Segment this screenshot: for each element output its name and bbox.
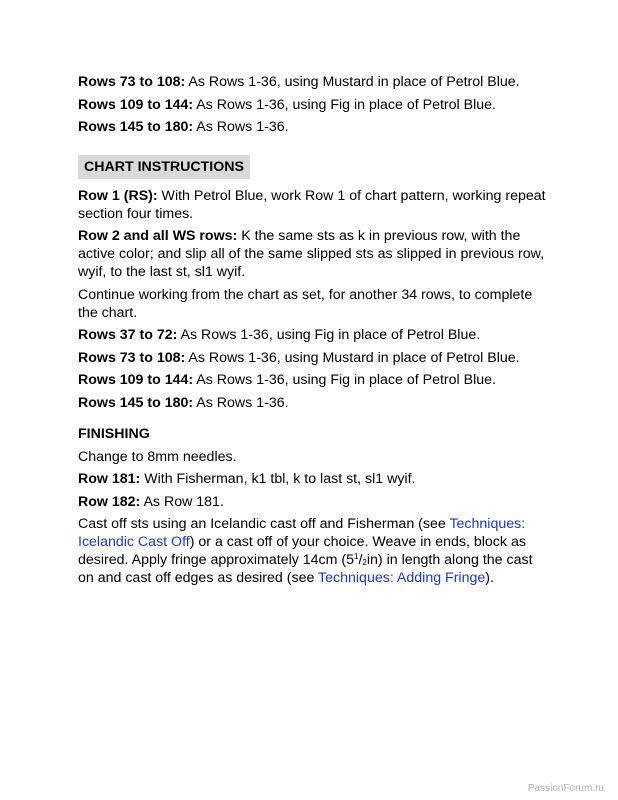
row-label: Row 1 (RS): bbox=[78, 187, 158, 204]
instruction-rows-37-72 bbox=[78, 326, 548, 344]
instruction-rows-73-108 bbox=[78, 73, 548, 91]
fraction-slash: / bbox=[358, 552, 363, 568]
fraction-numerator: 1 bbox=[354, 552, 359, 561]
instruction-rows-109-144 bbox=[78, 371, 548, 389]
row-label: Rows 145 to 180: bbox=[78, 394, 194, 411]
instruction-rows-73-108 bbox=[78, 349, 548, 367]
finishing-needles: Change to 8mm needles. bbox=[78, 448, 237, 465]
castoff-text: ). bbox=[485, 570, 494, 586]
instruction-row-181 bbox=[78, 470, 548, 488]
fraction-denominator: 2 bbox=[362, 558, 367, 567]
finishing-heading: FINISHING bbox=[78, 426, 150, 442]
row-text: K the same sts as k in previous row, with the active color; and slip all of the same slipped sts as slipped in previous row, wyif, to the last st, sl1 wyif. bbox=[78, 228, 545, 280]
castoff-text: ) or a cast off of your choice. Weave in ends, block as desired. Apply fringe approximately 14cm (5 bbox=[78, 534, 526, 568]
row-label: Row 182: bbox=[78, 493, 141, 510]
instruction-rows-145-180 bbox=[78, 394, 548, 412]
instruction-row-182 bbox=[78, 493, 548, 511]
row-text: As Rows 1-36, using Mustard in place of Petrol Blue. bbox=[185, 74, 520, 90]
row-text: As Rows 1-36, using Fig in place of Petrol Blue. bbox=[193, 96, 496, 113]
instruction-rows-145-180 bbox=[78, 118, 548, 136]
adding-fringe-link[interactable]: Techniques: Adding Fringe bbox=[318, 570, 486, 586]
row-text: As Rows 1-36. bbox=[193, 119, 289, 135]
row-label: Row 181: bbox=[78, 471, 141, 487]
instruction-continue: Continue working from the chart as set, for another 34 rows, to complete the chart. bbox=[78, 286, 533, 321]
row-text: As Rows 1-36, using Fig in place of Petrol Blue. bbox=[193, 372, 496, 388]
castoff-text: Cast off sts using an Icelandic cast off and Fisherman (see bbox=[78, 516, 450, 532]
row-label: Rows 73 to 108: bbox=[78, 349, 186, 366]
row-text: As Rows 1-36, using Mustard in place of Petrol Blue. bbox=[185, 349, 520, 366]
row-text: As Rows 1-36, using Fig in place of Petrol Blue. bbox=[177, 327, 481, 343]
icelandic-cast-off-link[interactable]: Techniques: Icelandic Cast Off bbox=[78, 516, 526, 550]
row-label: Rows 109 to 144: bbox=[78, 372, 194, 388]
chart-instructions-heading: CHART INSTRUCTIONS bbox=[78, 155, 250, 179]
castoff-instructions bbox=[78, 515, 548, 587]
row-label: Rows 145 to 180: bbox=[78, 119, 194, 135]
castoff-text: in) in length along the cast on and cast off edges as desired (see bbox=[78, 552, 533, 586]
row-label: Rows 37 to 72: bbox=[78, 327, 178, 343]
row-label: Rows 73 to 108: bbox=[78, 74, 186, 90]
row-text: With Petrol Blue, work Row 1 of chart pattern, working repeat section four times. bbox=[78, 187, 546, 222]
instruction-row-2-ws bbox=[78, 227, 548, 281]
instruction-rows-109-144 bbox=[78, 96, 548, 114]
row-text: With Fisherman, k1 tbl, k to last st, sl1 wyif. bbox=[140, 471, 416, 487]
row-text: As Row 181. bbox=[140, 493, 224, 510]
instruction-row-1 bbox=[78, 187, 548, 223]
row-label: Row 2 and all WS rows: bbox=[78, 228, 238, 244]
row-text: As Rows 1-36. bbox=[193, 394, 289, 411]
row-label: Rows 109 to 144: bbox=[78, 96, 194, 113]
pattern-instructions bbox=[78, 73, 548, 592]
watermark: PassionForum.ru bbox=[527, 783, 604, 794]
